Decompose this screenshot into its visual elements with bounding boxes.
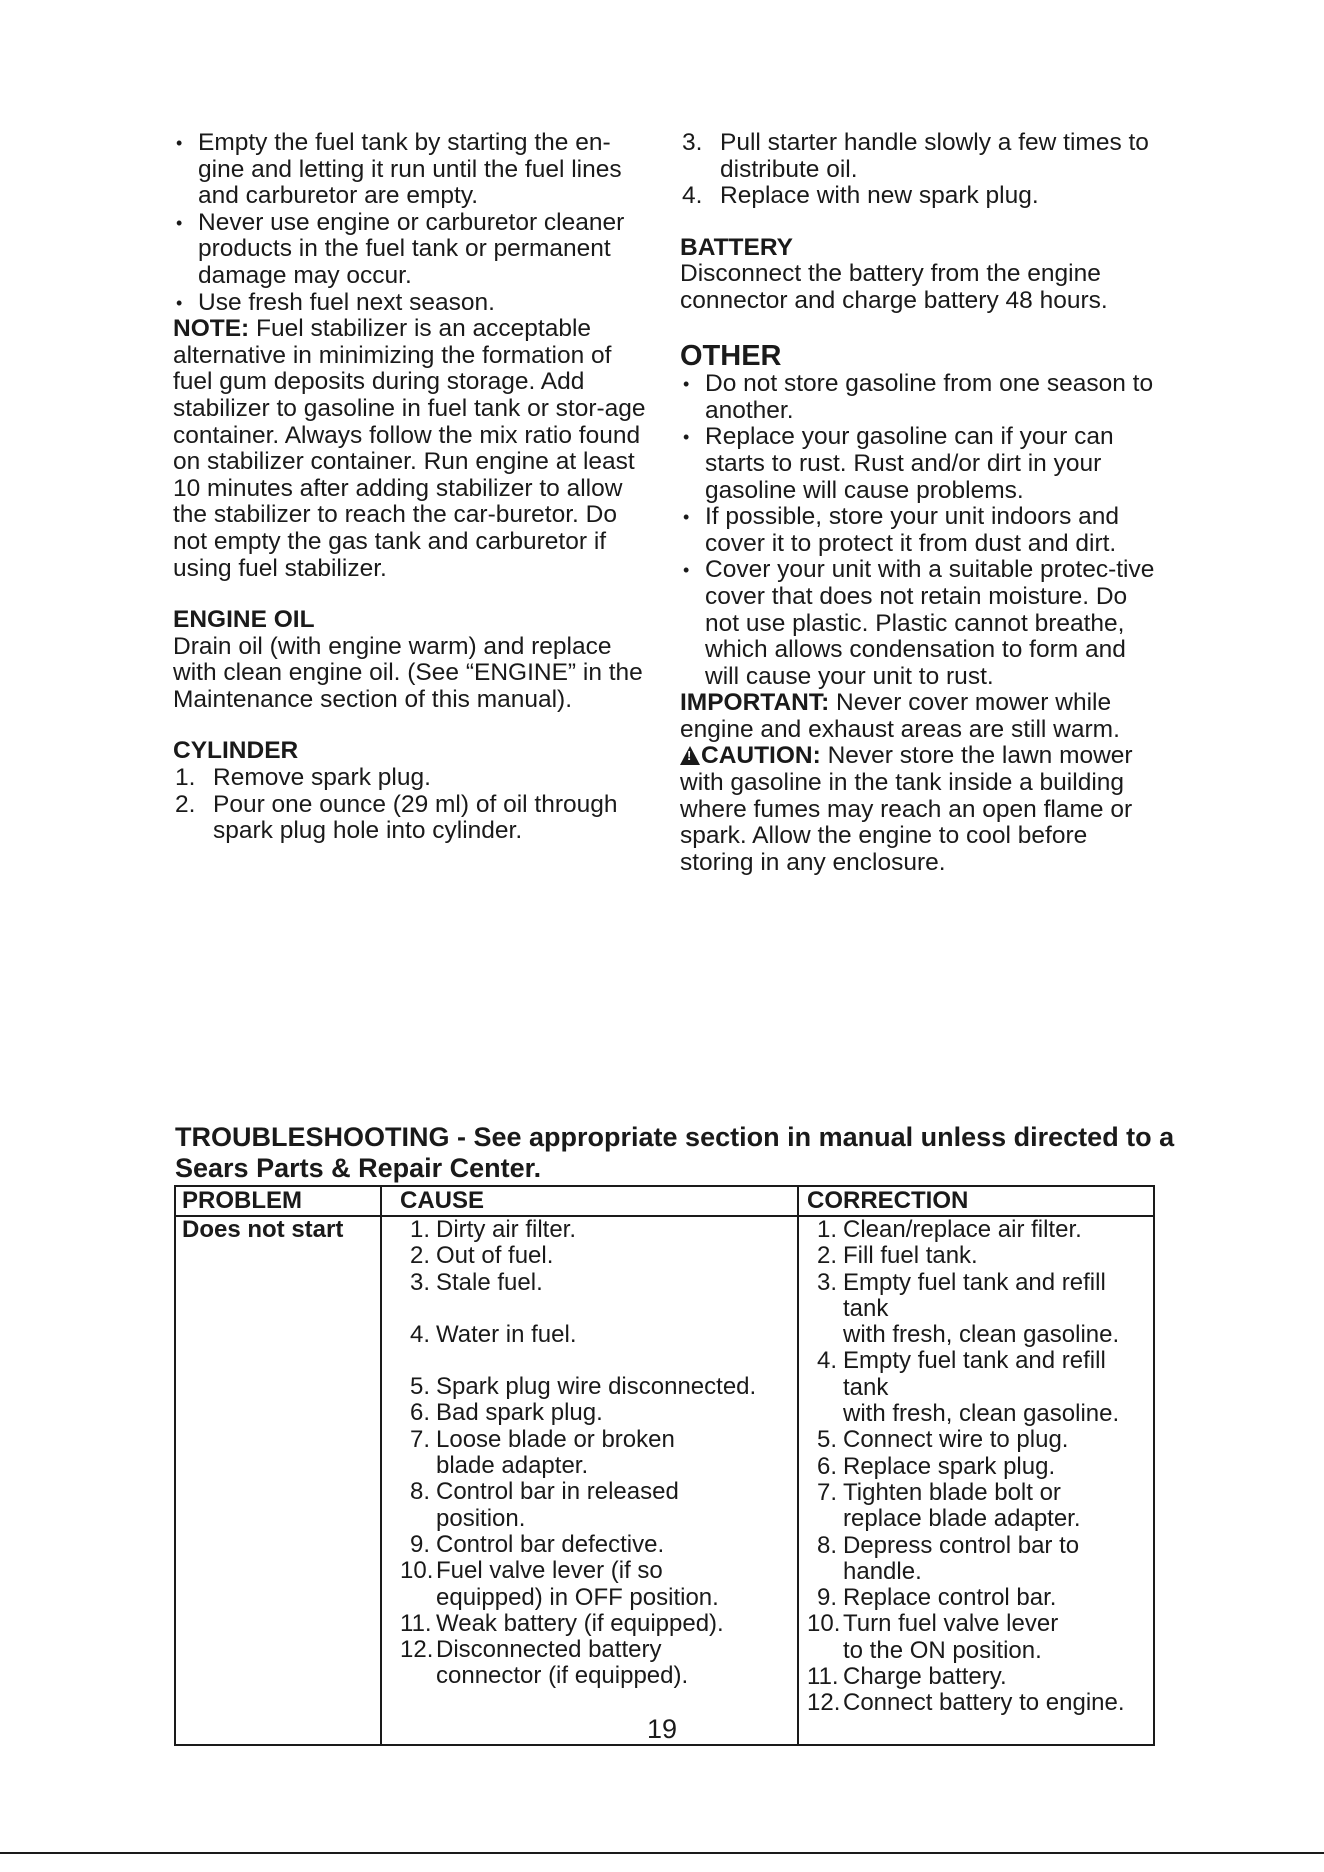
note-paragraph — [173, 316, 653, 582]
item-line: Empty fuel tank and refill tank — [843, 1347, 1106, 1401]
item-number: 3. — [816, 1268, 837, 1296]
column-header-correction: CORRECTION — [798, 1186, 1154, 1216]
item-number: 1. — [816, 1216, 837, 1243]
item-line: Connect battery to engine. — [843, 1689, 1125, 1717]
engine-oil-text: Drain oil (with engine warm) and replace with clean engine oil. (See “ENGINE” in the Maintenance section of this manual). — [173, 632, 643, 713]
item-line — [436, 1296, 797, 1322]
step-number: 1. — [175, 764, 196, 792]
item-number: 6. — [816, 1452, 837, 1480]
fuel-bullet: • Empty the fuel tank by starting the en-gine and letting it run until the fuel lines and carburetor are empty. — [173, 130, 653, 210]
correction-item — [807, 1585, 1153, 1611]
caution-label: CAUTION: — [701, 742, 821, 770]
engine-oil-heading: ENGINE OIL — [173, 606, 315, 634]
item-number: 11. — [807, 1663, 839, 1691]
cause-item — [400, 1243, 797, 1269]
correction-item — [807, 1243, 1153, 1269]
important-paragraph — [680, 690, 1160, 743]
cause-item — [400, 1479, 797, 1532]
other-bullet: • If possible, store your unit indoors and cover it to protect it from dust and dirt. — [680, 504, 1160, 557]
item-line: Depress control bar to — [843, 1531, 1080, 1559]
step-text: Pour one ounce (29 ml) of oil through spark plug hole into cylinder. — [213, 790, 618, 845]
other-heading: OTHER — [680, 339, 782, 372]
cause-item — [400, 1427, 797, 1480]
item-line: Stale fuel. — [436, 1268, 543, 1296]
caution-paragraph — [680, 743, 1160, 876]
table-header-row — [175, 1186, 1154, 1216]
item-line: Loose blade or broken — [436, 1425, 675, 1453]
item-line: handle. — [843, 1557, 922, 1585]
item-line: Replace spark plug. — [843, 1452, 1056, 1480]
correction-item — [807, 1270, 1153, 1349]
item-number: 3. — [409, 1268, 430, 1296]
item-line: Fuel valve lever (if so — [436, 1557, 663, 1585]
table-row — [175, 1216, 1154, 1745]
other-bullet: • Replace your gasoline can if your can starts to rust. Rust and/or dirt in your gasoline will cause problems. — [680, 424, 1160, 504]
item-line: Charge battery. — [843, 1663, 1007, 1691]
item-line — [436, 1348, 797, 1374]
item-number: 2. — [816, 1242, 837, 1270]
item-line: Out of fuel. — [436, 1242, 554, 1270]
cause-cell — [381, 1216, 798, 1745]
cause-item — [400, 1400, 797, 1426]
item-line: Clean/replace air filter. — [843, 1216, 1082, 1243]
troubleshooting-table — [174, 1185, 1155, 1746]
item-line: connector (if equipped). — [436, 1662, 689, 1690]
item-line: Empty fuel tank and refill tank — [843, 1268, 1106, 1322]
important-label: IMPORTANT: — [680, 689, 830, 717]
item-line: with fresh, clean gasoline. — [843, 1321, 1120, 1349]
note-text: Fuel stabilizer is an acceptable alternative in minimizing the formation of fuel gum deposits during storage. Add stabilizer to gasoline in fuel tank or stor-age container. Always follow the mix ratio found on stabilizer container. Run engine at least 10 minutes after adding stabilizer to allow the stabilizer to reach the car-buretor. Do not empty the gas tank and carburetor if using fuel stabilizer. — [173, 315, 646, 582]
item-line: Connect wire to plug. — [843, 1426, 1069, 1454]
cause-item — [400, 1637, 797, 1690]
cylinder-heading: CYLINDER — [173, 737, 299, 765]
item-number: 11. — [400, 1609, 432, 1637]
correction-list — [807, 1217, 1153, 1717]
item-number: 12. — [807, 1689, 841, 1717]
item-number: 1. — [409, 1216, 430, 1243]
warning-triangle-icon — [680, 746, 700, 765]
problem-text: Does not start — [182, 1216, 344, 1243]
step-text: Replace with new spark plug. — [720, 182, 1039, 210]
bottom-rule — [0, 1852, 1324, 1854]
cylinder-step — [680, 183, 1160, 210]
item-number: 8. — [409, 1478, 430, 1506]
item-line: blade adapter. — [436, 1452, 589, 1480]
item-number: 12. — [400, 1636, 434, 1664]
item-line: equipped) in OFF position. — [436, 1583, 719, 1611]
correction-item — [807, 1664, 1153, 1690]
correction-item — [807, 1611, 1153, 1664]
item-number: 6. — [409, 1399, 430, 1427]
item-number: 7. — [409, 1425, 430, 1453]
other-bullet: • Cover your unit with a suitable protec-tive cover that does not retain moisture. Do not use plastic. Plastic cannot breathe, which allows condensation to form and will cause your unit to rust. — [680, 557, 1160, 690]
item-line: Tighten blade bolt or — [843, 1478, 1061, 1506]
other-bullet: • Do not store gasoline from one season to another. — [680, 371, 1160, 424]
page-number: 19 — [646, 1714, 678, 1744]
item-number: 9. — [816, 1584, 837, 1612]
item-number: 5. — [409, 1373, 430, 1401]
cause-item — [400, 1322, 797, 1374]
step-number: 3. — [682, 129, 703, 156]
item-number: 4. — [409, 1320, 430, 1348]
column-header-cause: CAUSE — [381, 1186, 798, 1216]
cylinder-step — [680, 130, 1160, 183]
cause-item — [400, 1374, 797, 1400]
step-text: Remove spark plug. — [213, 764, 431, 792]
item-line: Spark plug wire disconnected. — [436, 1373, 757, 1401]
problem-cell — [175, 1216, 381, 1745]
troubleshooting-heading: TROUBLESHOOTING - See appropriate section in manual unless directed to a Sears Parts & Repair Center. — [175, 1122, 1175, 1183]
fuel-bullet: • Use fresh fuel next season. — [173, 290, 653, 317]
item-line: Turn fuel valve lever — [843, 1610, 1059, 1638]
battery-text: Disconnect the battery from the engine connector and charge battery 48 hours. — [680, 260, 1108, 314]
correction-item — [807, 1348, 1153, 1427]
cause-item — [400, 1270, 797, 1322]
cause-item — [400, 1217, 797, 1243]
important-text: Never cover mower while engine and exhaust areas are still warm. — [680, 689, 1120, 743]
correction-item — [807, 1533, 1153, 1586]
fuel-bullet: • Never use engine or carburetor cleaner products in the fuel tank or permanent damage may occur. — [173, 210, 653, 290]
item-number: 4. — [816, 1347, 837, 1375]
cylinder-step — [173, 792, 653, 845]
correction-item — [807, 1217, 1153, 1243]
note-label: NOTE: — [173, 315, 250, 343]
item-line: to the ON position. — [843, 1636, 1042, 1664]
item-number: 2. — [409, 1242, 430, 1270]
cause-item — [400, 1558, 797, 1611]
item-line: Replace control bar. — [843, 1584, 1057, 1612]
cause-item — [400, 1532, 797, 1558]
item-number: 10. — [400, 1557, 434, 1585]
battery-heading: BATTERY — [680, 233, 793, 261]
item-line: replace blade adapter. — [843, 1505, 1081, 1533]
item-line: Disconnected battery — [436, 1636, 662, 1664]
item-number: 8. — [816, 1531, 837, 1559]
caution-text: Never store the lawn mower with gasoline in the tank inside a building where fumes may reach an open flame or spark. Allow the engine to cool before storing in any enclosure. — [680, 742, 1133, 876]
item-line: with fresh, clean gasoline. — [843, 1400, 1120, 1428]
step-number: 4. — [682, 182, 703, 210]
item-line: Water in fuel. — [436, 1320, 577, 1348]
item-line: Control bar defective. — [436, 1530, 665, 1558]
item-line: position. — [436, 1504, 526, 1532]
item-number: 5. — [816, 1426, 837, 1454]
correction-item — [807, 1480, 1153, 1533]
cause-item — [400, 1611, 797, 1637]
step-text: Pull starter handle slowly a few times to distribute oil. — [720, 129, 1149, 183]
item-line: Weak battery (if equipped). — [436, 1609, 724, 1637]
correction-item — [807, 1690, 1153, 1716]
cause-list — [400, 1217, 797, 1690]
correction-cell — [798, 1216, 1154, 1745]
correction-item — [807, 1454, 1153, 1480]
correction-item — [807, 1427, 1153, 1453]
item-line: Fill fuel tank. — [843, 1242, 978, 1270]
item-line: Dirty air filter. — [436, 1216, 577, 1243]
right-column — [680, 130, 1160, 876]
item-line: Bad spark plug. — [436, 1399, 603, 1427]
step-number: 2. — [175, 790, 196, 818]
item-number: 10. — [807, 1610, 841, 1638]
column-header-problem: PROBLEM — [175, 1186, 381, 1216]
item-line: Control bar in released — [436, 1478, 679, 1506]
cylinder-step — [173, 765, 653, 792]
item-number: 7. — [816, 1478, 837, 1506]
left-column — [173, 130, 653, 845]
item-number: 9. — [409, 1530, 430, 1558]
